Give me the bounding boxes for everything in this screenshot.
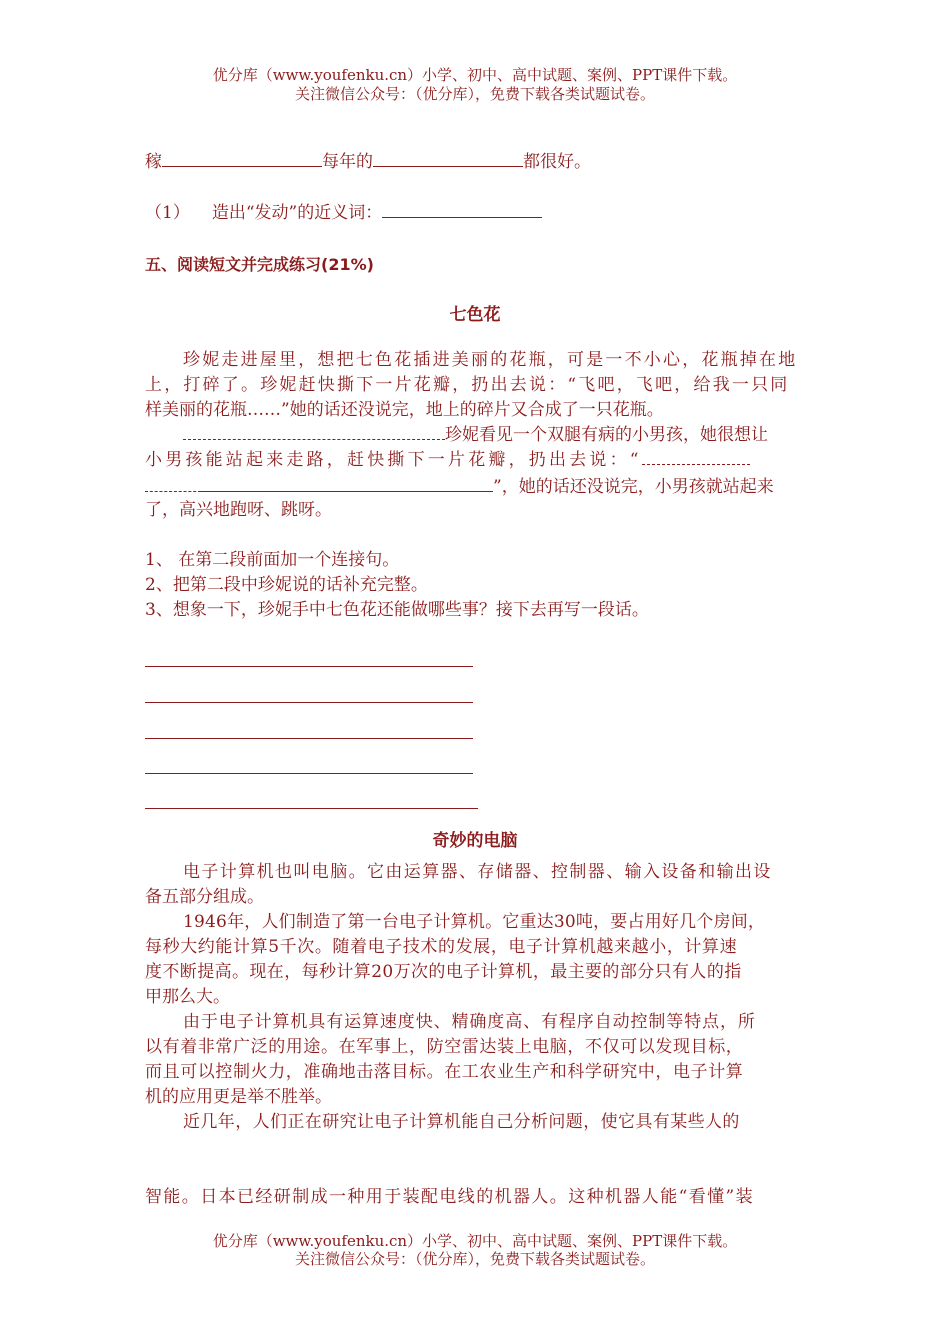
speech-blank-part3[interactable] xyxy=(201,473,493,492)
writing-line-1[interactable] xyxy=(145,666,473,667)
story2-line-9: 而且可以控制火力，准确地击落目标。在工农业生产和科学研究中，电子计算 xyxy=(145,1062,744,1082)
story2-line-1: 电子计算机也叫电脑。它由运算器、存储器、控制器、输入设备和输出设 xyxy=(183,862,772,882)
connecting-sentence-blank[interactable] xyxy=(183,423,445,440)
question-text: 造出“发动”的近义词： xyxy=(211,203,383,223)
story1-p2-line3-text: ”，她的话还没说完，小男孩就站起来 xyxy=(493,477,774,497)
question-number: （1） xyxy=(145,203,190,223)
story1-p2-line2 xyxy=(145,448,750,473)
story1-p2-line1 xyxy=(183,423,768,448)
story1-p1-line3: 样美丽的花瓶……”她的话还没说完，地上的碎片又合成了一只花瓶。 xyxy=(145,400,664,420)
story1-p1-line2: 上，打碎了。珍妮赶快撕下一片花瓣，扔出去说：“飞吧，飞吧，给我一只同 xyxy=(145,375,790,395)
story2-line-3: 1946年，人们制造了第一台电子计算机。它重达30吨，要占用好几个房间， xyxy=(183,912,766,932)
fill-in-sentence xyxy=(145,148,591,175)
sentence-part-1: 稼 xyxy=(145,152,162,172)
story2-line-6: 甲那么大。 xyxy=(145,987,230,1007)
story2-line-11: 近几年，人们正在研究让电子计算机能自己分析问题，使它具有某些人的 xyxy=(183,1112,740,1132)
story1-p1-line1: 珍妮走进屋里，想把七色花插进美丽的花瓶，可是一不小心，花瓶掉在地 xyxy=(183,350,798,370)
writing-line-3[interactable] xyxy=(145,738,473,739)
sentence-part-3: 都很好。 xyxy=(523,152,591,172)
footer-line-2: 关注微信公众号：（优分库），免费下载各类试题试卷。 xyxy=(294,1250,655,1268)
story1-p2-line3 xyxy=(145,473,774,500)
story2-line-10: 机的应用更是举不胜举。 xyxy=(145,1087,332,1107)
speech-blank-part1[interactable] xyxy=(642,448,750,465)
speech-blank-part2[interactable] xyxy=(145,475,201,492)
question-3: 3、想象一下，珍妮手中七色花还能做哪些事？接下去再写一段话。 xyxy=(145,600,649,620)
header-line-1: 优分库（www.youfenku.cn）小学、初中、高中试题、案例、PPT课件下载。 xyxy=(212,66,738,84)
story2-line-8: 以有着非常广泛的用途。在军事上，防空雷达装上电脑，不仅可以发现目标， xyxy=(145,1037,744,1057)
footer-line-1: 优分库（www.youfenku.cn）小学、初中、高中试题、案例、PPT课件下载。 xyxy=(212,1232,738,1250)
writing-line-2[interactable] xyxy=(145,702,473,703)
story1-p2-line4: 了，高兴地跑呀、跳呀。 xyxy=(145,500,332,520)
question-1: 1、 在第二段前面加一个连接句。 xyxy=(145,550,400,570)
story-title-qisehua: 七色花 xyxy=(449,305,501,325)
writing-line-4[interactable] xyxy=(145,773,473,774)
story1-p2-line2-text: 小男孩能站起来走路，赶快撕下一片花瓣，扔出去说：“ xyxy=(145,450,642,470)
writing-line-5[interactable] xyxy=(145,808,478,809)
story2-line-5: 度不断提高。现在，每秒计算20万次的电子计算机，最主要的部分只有人的指 xyxy=(145,962,742,982)
sentence-part-2: 每年的 xyxy=(322,152,373,172)
section-heading: 五、阅读短文并完成练习(21%) xyxy=(145,255,374,274)
story2-line-2: 备五部分组成。 xyxy=(145,887,264,907)
synonym-question xyxy=(145,199,542,226)
story1-p2-line1-text: 珍妮看见一个双腿有病的小男孩，她很想让 xyxy=(445,425,768,445)
answer-blank-1[interactable] xyxy=(162,148,322,167)
question-2: 2、把第二段中珍妮说的话补充完整。 xyxy=(145,575,428,595)
header-line-2: 关注微信公众号：（优分库），免费下载各类试题试卷。 xyxy=(294,85,655,103)
story2-line-7: 由于电子计算机具有运算速度快、精确度高、有程序自动控制等特点，所 xyxy=(183,1012,756,1032)
synonym-answer-blank[interactable] xyxy=(382,199,542,218)
story2-line-4: 每秒大约能计算5千次。随着电子技术的发展，电子计算机越来越小，计算速 xyxy=(145,937,738,957)
story2-line-12: 智能。日本已经研制成一种用于装配电线的机器人。这种机器人能“看懂”装 xyxy=(145,1187,754,1207)
story-title-computer: 奇妙的电脑 xyxy=(432,831,518,851)
answer-blank-2[interactable] xyxy=(373,148,523,167)
